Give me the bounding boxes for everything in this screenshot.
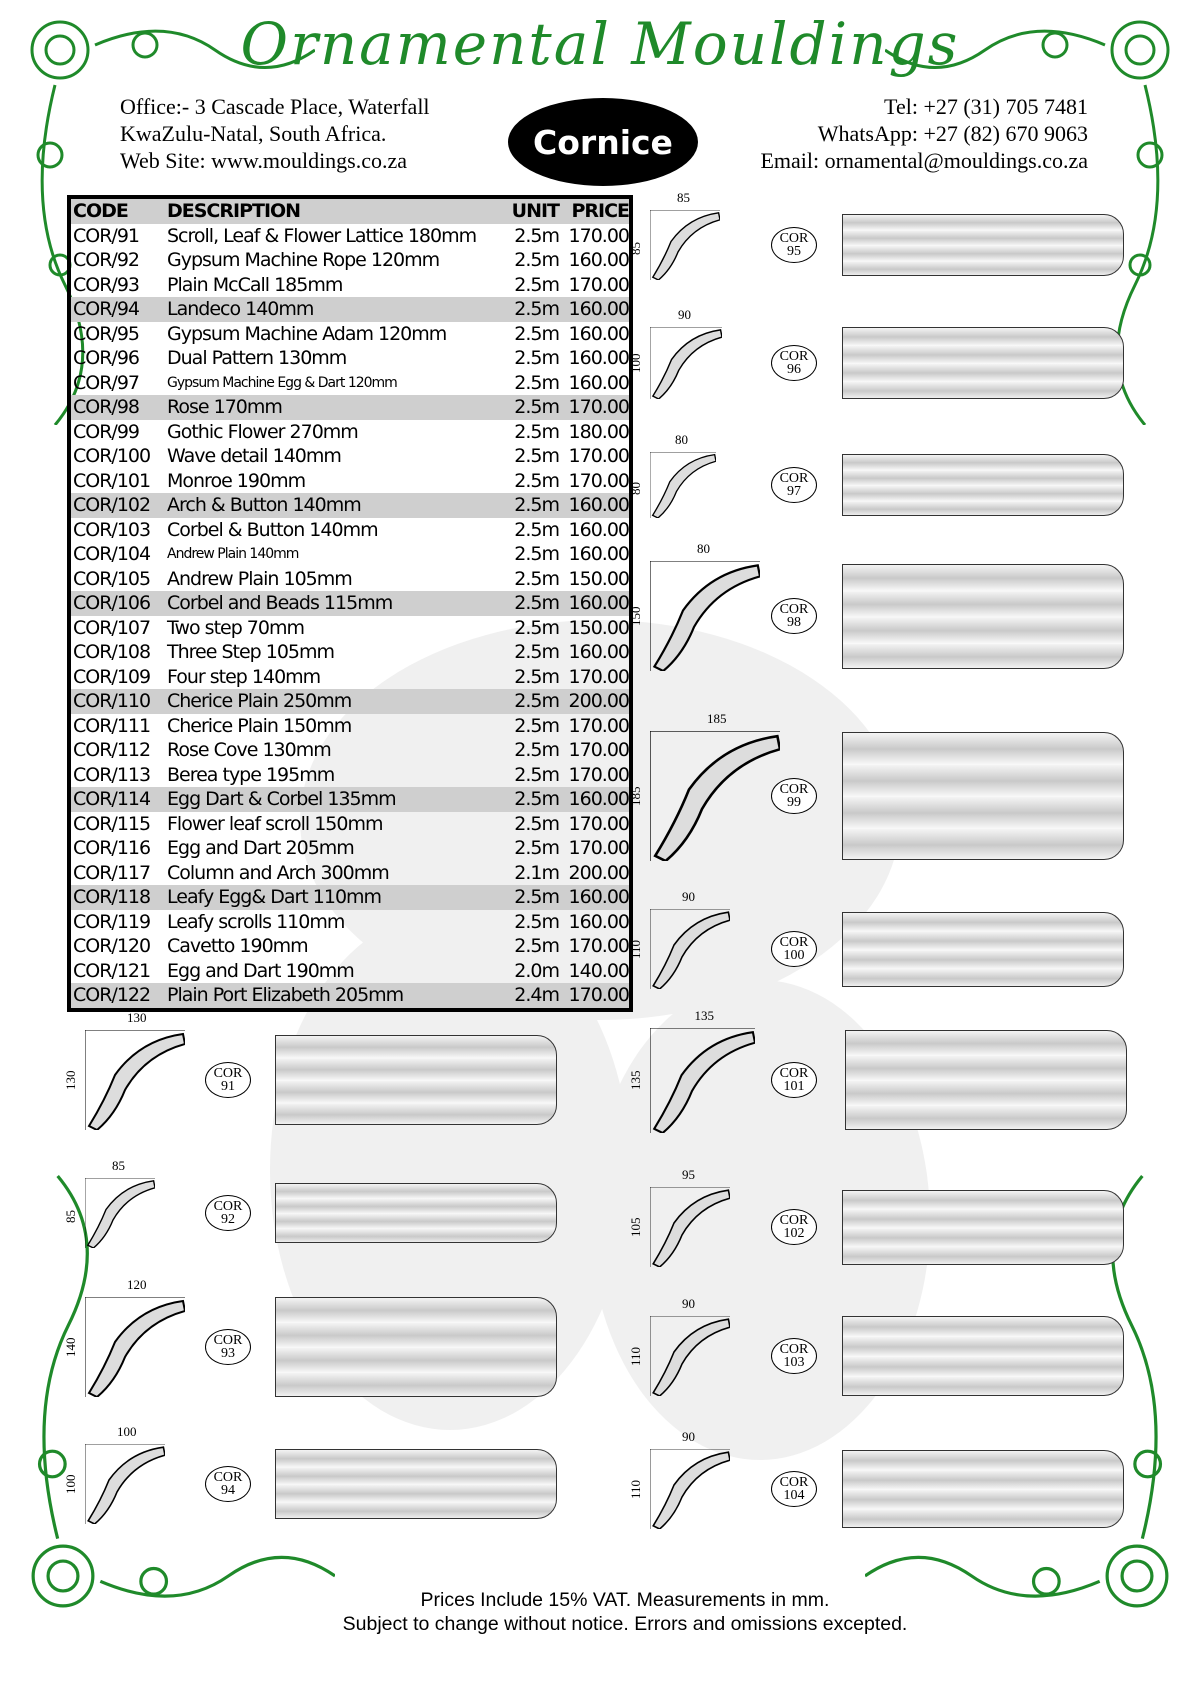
profile-width-label: 90: [682, 889, 695, 904]
cell-code: COR/113: [73, 763, 151, 786]
table-row: [71, 346, 629, 371]
moulding-photo: [842, 454, 1124, 516]
profile-section-icon: [650, 1187, 730, 1267]
profile-height-label: 110: [628, 939, 643, 959]
badge-number: 91: [221, 1079, 235, 1094]
table-row: [71, 395, 629, 420]
profile-height-label: 80: [628, 482, 643, 495]
cell-price: 200.00: [568, 690, 629, 712]
cell-code: COR/112: [73, 739, 151, 761]
table-row: [71, 861, 629, 886]
cell-price: 150.00: [568, 567, 629, 590]
cell-unit: 2.5m: [514, 543, 559, 565]
cell-desc: Corbel and Beads 115mm: [167, 592, 393, 614]
cell-unit: 2.1m: [514, 861, 559, 884]
header-unit: UNIT: [511, 200, 559, 222]
cell-code: COR/103: [73, 518, 151, 541]
badge-number: 95: [787, 244, 801, 259]
table-header: [71, 199, 629, 224]
cell-code: COR/92: [73, 249, 140, 271]
badge-prefix: COR: [213, 1333, 243, 1348]
product-code-badge: [771, 1471, 817, 1507]
badge-prefix: COR: [779, 1475, 809, 1490]
cell-desc: Two step 70mm: [167, 616, 304, 639]
cell-price: 160.00: [568, 298, 629, 320]
cell-code: COR/119: [73, 910, 151, 933]
cell-code: COR/95: [73, 322, 140, 345]
cell-unit: 2.5m: [514, 396, 559, 418]
table-row: [71, 910, 629, 935]
footer-notes: [0, 1588, 1200, 1636]
table-row: [71, 763, 629, 788]
profile-height-label: 140: [63, 1337, 78, 1357]
product-code-badge: [771, 1209, 817, 1245]
profile-width-label: 90: [682, 1296, 695, 1311]
cell-price: 170.00: [568, 469, 629, 492]
badge-number: 97: [787, 484, 801, 499]
table-row: [71, 567, 629, 592]
cell-desc: Gypsum Machine Adam 120mm: [167, 322, 447, 345]
badge-number: 102: [783, 1226, 805, 1241]
cell-price: 170.00: [568, 812, 629, 835]
cell-price: 150.00: [568, 616, 629, 639]
cell-desc: Berea type 195mm: [167, 763, 335, 786]
profile-height-label: 100: [63, 1474, 78, 1494]
badge-number: 104: [783, 1488, 805, 1503]
table-row: [71, 689, 629, 714]
product-code-badge: [205, 1466, 251, 1502]
profile-section-icon: [85, 1030, 185, 1130]
product-code-badge: [771, 1062, 817, 1098]
table-row: [71, 248, 629, 273]
table-row: [71, 444, 629, 469]
cell-unit: 2.5m: [514, 224, 559, 247]
office-line: Office:- 3 Cascade Place, Waterfall: [120, 94, 430, 119]
cell-unit: 2.5m: [514, 739, 559, 761]
footer-line: Prices Include 15% VAT. Measurements in mm.: [420, 1589, 830, 1611]
table-row: [71, 714, 629, 739]
profile-height-label: 110: [628, 1346, 643, 1366]
profile-height-label: 130: [63, 1070, 78, 1090]
table-row: [71, 885, 629, 910]
header-price: PRICE: [571, 200, 629, 222]
cell-code: COR/118: [73, 886, 151, 908]
cell-unit: 2.5m: [514, 567, 559, 590]
badge-prefix: COR: [779, 1213, 809, 1228]
cell-desc: Leafy Egg& Dart 110mm: [167, 886, 382, 908]
cell-price: 140.00: [568, 959, 629, 982]
badge-number: 92: [221, 1212, 235, 1227]
cell-unit: 2.5m: [514, 494, 559, 516]
moulding-photo: [845, 1030, 1127, 1130]
table-row: [71, 420, 629, 445]
cell-unit: 2.5m: [514, 592, 559, 614]
cell-desc: Gothic Flower 270mm: [167, 420, 358, 443]
cell-price: 170.00: [568, 396, 629, 418]
moulding-photo: [842, 327, 1124, 399]
cell-desc: Flower leaf scroll 150mm: [167, 812, 383, 835]
table-row: [71, 738, 629, 763]
cell-price: 160.00: [568, 347, 629, 369]
cell-code: COR/122: [73, 984, 151, 1006]
badge-prefix: COR: [213, 1470, 243, 1485]
cell-code: COR/102: [73, 494, 151, 516]
email-line[interactable]: Email: ornamental@mouldings.co.za: [760, 148, 1088, 173]
cell-price: 160.00: [568, 592, 629, 614]
moulding-photo: [842, 732, 1124, 860]
badge-prefix: COR: [779, 231, 809, 246]
profile-width-label: 135: [694, 1007, 714, 1023]
profile-section-icon: [650, 210, 720, 280]
cell-desc: Three Step 105mm: [167, 641, 335, 663]
cell-unit: 2.5m: [514, 445, 559, 467]
profile-height-label: 100: [628, 353, 643, 373]
cell-unit: 2.5m: [514, 616, 559, 639]
badge-number: 93: [221, 1346, 235, 1361]
profile-height-label: 150: [628, 606, 643, 626]
office-address: [120, 93, 430, 174]
table-row: [71, 493, 629, 518]
cell-unit: 2.5m: [514, 273, 559, 296]
cell-unit: 2.5m: [514, 714, 559, 737]
product-code-badge: [205, 1195, 251, 1231]
table-row: [71, 297, 629, 322]
table-row: [71, 812, 629, 837]
profile-width-label: 80: [675, 432, 688, 447]
table-row: [71, 787, 629, 812]
cell-price: 160.00: [568, 788, 629, 810]
profile-section-icon: [650, 561, 760, 671]
product-code-badge: [771, 467, 817, 503]
product-code-badge: [771, 1338, 817, 1374]
cell-price: 170.00: [568, 445, 629, 467]
profile-width-label: 100: [117, 1424, 137, 1439]
cell-unit: 2.5m: [514, 249, 559, 271]
office-line: KwaZulu-Natal, South Africa.: [120, 121, 387, 146]
cell-code: COR/120: [73, 935, 151, 957]
product-code-badge: [771, 598, 817, 634]
cell-unit: 2.5m: [514, 886, 559, 908]
cell-price: 160.00: [568, 371, 629, 394]
profile-height-label: 185: [628, 786, 643, 806]
badge-prefix: COR: [779, 782, 809, 797]
cell-desc: Gypsum Machine Rope 120mm: [167, 249, 440, 271]
profile-width-label: 130: [127, 1010, 147, 1025]
profile-height-label: 135: [628, 1070, 643, 1090]
cell-unit: 2.5m: [514, 837, 559, 859]
cell-unit: 2.5m: [514, 298, 559, 320]
profile-width-label: 85: [112, 1158, 125, 1173]
table-row: [71, 934, 629, 959]
cell-price: 170.00: [568, 763, 629, 786]
badge-prefix: COR: [779, 1342, 809, 1357]
product-code-badge: [205, 1329, 251, 1365]
cell-desc: Rose 170mm: [167, 396, 282, 418]
cell-unit: 2.5m: [514, 788, 559, 810]
cell-desc: Egg and Dart 205mm: [167, 837, 354, 859]
cell-price: 160.00: [568, 910, 629, 933]
profile-section-icon: [650, 909, 730, 989]
cell-code: COR/101: [73, 469, 151, 492]
profile-width-label: 90: [678, 307, 691, 322]
table-row: [71, 640, 629, 665]
table-row: [71, 469, 629, 494]
table-row: [71, 371, 629, 396]
badge-number: 101: [783, 1079, 805, 1094]
cell-price: 170.00: [568, 984, 629, 1006]
badge-prefix: COR: [779, 1066, 809, 1081]
product-code-badge: [771, 227, 817, 263]
cell-unit: 2.5m: [514, 690, 559, 712]
table-row: [71, 665, 629, 690]
cell-desc: Gypsum Machine Egg & Dart 120mm: [167, 374, 397, 391]
profile-width-label: 85: [677, 190, 690, 205]
cell-unit: 2.0m: [514, 959, 559, 982]
cell-unit: 2.5m: [514, 347, 559, 369]
cell-code: COR/99: [73, 420, 140, 443]
table-row: [71, 322, 629, 347]
badge-number: 100: [783, 948, 805, 963]
moulding-photo: [842, 1450, 1124, 1528]
cell-code: COR/106: [73, 592, 151, 614]
moulding-photo: [275, 1035, 557, 1125]
profile-width-label: 185: [707, 711, 727, 726]
cell-desc: Corbel & Button 140mm: [167, 518, 378, 541]
table-row: [71, 836, 629, 861]
cell-code: COR/97: [73, 371, 140, 394]
cell-price: 160.00: [568, 886, 629, 908]
moulding-photo: [842, 1316, 1124, 1396]
cell-price: 170.00: [568, 837, 629, 859]
website-line[interactable]: Web Site: www.mouldings.co.za: [120, 148, 408, 173]
cell-price: 160.00: [568, 249, 629, 271]
cell-code: COR/104: [73, 543, 151, 565]
profile-height-label: 85: [628, 242, 643, 255]
product-code-badge: [771, 345, 817, 381]
cell-unit: 2.5m: [514, 322, 559, 345]
category-badge: Cornice: [508, 98, 698, 186]
cell-price: 200.00: [568, 861, 629, 884]
header-description: DESCRIPTION: [167, 200, 301, 222]
cell-desc: Leafy scrolls 110mm: [167, 910, 345, 933]
footer-line: Subject to change without notice. Errors and omissions excepted.: [342, 1613, 908, 1635]
cell-code: COR/100: [73, 445, 151, 467]
cell-unit: 2.5m: [514, 371, 559, 394]
cell-price: 160.00: [568, 322, 629, 345]
cell-desc: Dual Pattern 130mm: [167, 347, 347, 369]
cell-code: COR/116: [73, 837, 151, 859]
badge-prefix: COR: [779, 349, 809, 364]
cell-price: 170.00: [568, 273, 629, 296]
product-code-badge: [771, 931, 817, 967]
cell-code: COR/114: [73, 788, 151, 810]
cell-code: COR/109: [73, 665, 151, 688]
table-row: [71, 959, 629, 984]
badge-number: 96: [787, 362, 801, 377]
cell-code: COR/105: [73, 567, 151, 590]
cell-price: 170.00: [568, 935, 629, 957]
profile-section-icon: [650, 1449, 730, 1529]
cell-unit: 2.5m: [514, 935, 559, 957]
cell-code: COR/94: [73, 298, 140, 320]
badge-prefix: COR: [779, 602, 809, 617]
cell-unit: 2.4m: [514, 984, 559, 1006]
cell-desc: Rose Cove 130mm: [167, 739, 331, 761]
cell-desc: Egg Dart & Corbel 135mm: [167, 788, 396, 810]
cell-price: 170.00: [568, 665, 629, 688]
profile-section-icon: [650, 327, 722, 399]
company-title: Ornamental Mouldings: [240, 10, 960, 78]
cell-code: COR/121: [73, 959, 151, 982]
moulding-photo: [842, 912, 1124, 987]
cell-desc: Arch & Button 140mm: [167, 494, 361, 516]
profile-height-label: 105: [628, 1217, 643, 1237]
profile-width-label: 80: [697, 541, 710, 556]
cell-price: 180.00: [568, 420, 629, 443]
cell-desc: Monroe 190mm: [167, 469, 306, 492]
table-row: [71, 542, 629, 567]
cell-code: COR/96: [73, 347, 140, 369]
cell-code: COR/108: [73, 641, 151, 663]
cell-unit: 2.5m: [514, 812, 559, 835]
profile-section-icon: [85, 1178, 155, 1248]
cell-price: 160.00: [568, 518, 629, 541]
cell-unit: 2.5m: [514, 420, 559, 443]
cell-desc: Cherice Plain 150mm: [167, 714, 352, 737]
cell-code: COR/110: [73, 690, 151, 712]
moulding-photo: [842, 1190, 1124, 1265]
cell-unit: 2.5m: [514, 763, 559, 786]
profile-width-label: 120: [127, 1277, 147, 1292]
moulding-photo: [275, 1297, 557, 1397]
moulding-photo: [275, 1449, 557, 1519]
table-row: [71, 518, 629, 543]
cell-price: 160.00: [568, 543, 629, 565]
profile-width-label: 90: [682, 1429, 695, 1444]
cell-desc: Cherice Plain 250mm: [167, 690, 352, 712]
cell-unit: 2.5m: [514, 469, 559, 492]
moulding-photo: [842, 214, 1124, 276]
profile-section-icon: [650, 1316, 730, 1396]
table-row: [71, 273, 629, 298]
table-row: [71, 983, 629, 1008]
table-row: [71, 224, 629, 249]
badge-number: 99: [787, 795, 801, 810]
profile-section-icon: [650, 1028, 755, 1133]
cell-code: COR/91: [73, 224, 140, 247]
cell-code: COR/98: [73, 396, 140, 418]
cell-desc: Landeco 140mm: [167, 298, 314, 320]
cell-desc: Column and Arch 300mm: [167, 861, 389, 884]
cell-desc: Andrew Plain 105mm: [167, 567, 352, 590]
cell-desc: Egg and Dart 190mm: [167, 959, 354, 982]
profile-width-label: 95: [682, 1167, 695, 1182]
cell-desc: Plain Port Elizabeth 205mm: [167, 984, 404, 1006]
cell-desc: Andrew Plain 140mm: [167, 546, 299, 562]
badge-prefix: COR: [213, 1066, 243, 1081]
table-row: [71, 616, 629, 641]
cell-unit: 2.5m: [514, 641, 559, 663]
cell-desc: Scroll, Leaf & Flower Lattice 180mm: [167, 224, 477, 247]
badge-number: 98: [787, 615, 801, 630]
product-code-badge: [205, 1062, 251, 1098]
table-row: [71, 591, 629, 616]
product-code-badge: [771, 778, 817, 814]
cell-desc: Four step 140mm: [167, 665, 321, 688]
phone-line[interactable]: Tel: +27 (31) 705 7481: [884, 94, 1088, 119]
badge-number: 103: [783, 1355, 805, 1370]
cell-desc: Wave detail 140mm: [167, 445, 341, 467]
badge-prefix: COR: [779, 935, 809, 950]
profile-section-icon: [650, 452, 716, 518]
whatsapp-line[interactable]: WhatsApp: +27 (82) 670 9063: [817, 121, 1088, 146]
price-table: [67, 195, 633, 1012]
cell-code: COR/115: [73, 812, 151, 835]
cell-desc: Cavetto 190mm: [167, 935, 308, 957]
cell-unit: 2.5m: [514, 910, 559, 933]
cell-price: 170.00: [568, 224, 629, 247]
badge-prefix: COR: [779, 471, 809, 486]
badge-number: 94: [221, 1483, 235, 1498]
moulding-photo: [842, 564, 1124, 669]
cell-code: COR/111: [73, 714, 151, 737]
profile-section-icon: [650, 731, 780, 861]
cell-code: COR/93: [73, 273, 140, 296]
header-code: CODE: [73, 200, 128, 222]
cell-price: 160.00: [568, 641, 629, 663]
cell-price: 170.00: [568, 714, 629, 737]
cell-price: 170.00: [568, 739, 629, 761]
cell-price: 160.00: [568, 494, 629, 516]
cell-unit: 2.5m: [514, 518, 559, 541]
contact-info: [760, 93, 1088, 174]
profile-section-icon: [85, 1444, 165, 1524]
cell-code: COR/117: [73, 861, 151, 884]
profile-height-label: 85: [63, 1210, 78, 1223]
cell-code: COR/107: [73, 616, 151, 639]
moulding-photo: [275, 1183, 557, 1243]
profile-section-icon: [85, 1297, 185, 1397]
cell-unit: 2.5m: [514, 665, 559, 688]
cell-desc: Plain McCall 185mm: [167, 273, 343, 296]
profile-height-label: 110: [628, 1479, 643, 1499]
badge-prefix: COR: [213, 1199, 243, 1214]
